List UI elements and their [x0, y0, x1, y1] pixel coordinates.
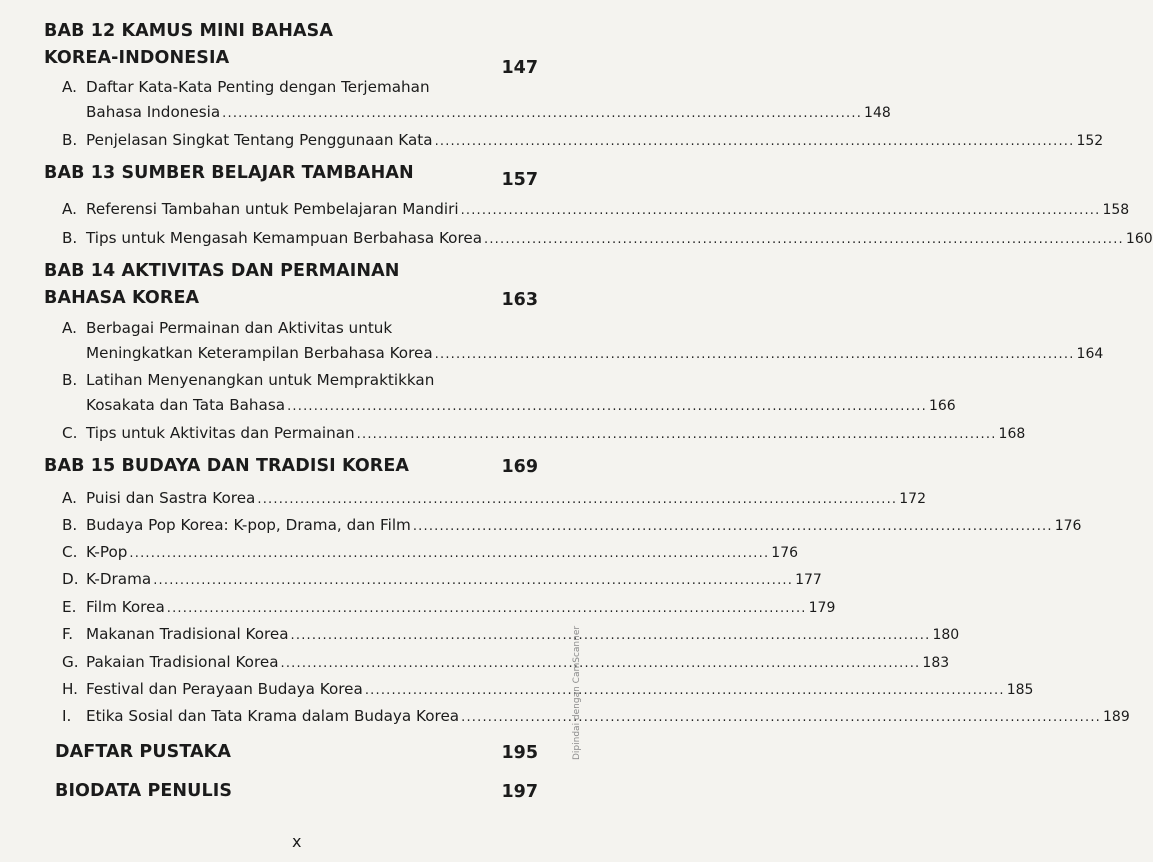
entry-title: Festival dan Perayaan Budaya Korea	[86, 680, 363, 698]
chapter-14-title	[44, 258, 444, 312]
dot-leader: ........................................................................................................................	[129, 546, 770, 561]
dot-leader: ........................................................................................................................	[153, 573, 794, 588]
entry-title-line1: Daftar Kata-Kata Penting dengan Terjemahan	[86, 78, 430, 96]
entry-label: A.	[62, 489, 77, 507]
entry-page: 189	[1103, 709, 1130, 725]
chapter-title-line: BAB 15 BUDAYA DAN TRADISI KOREA	[44, 456, 410, 476]
entry-title-line1: Latihan Menyenangkan untuk Mempraktikkan	[86, 371, 435, 389]
entry-page: 168	[998, 426, 1026, 442]
chapter-13-title	[44, 160, 474, 187]
chapter-title-line: BAB 12 KAMUS MINI BAHASA	[44, 21, 333, 41]
dot-leader: ........................................................................................................................	[460, 203, 1101, 218]
dot-leader: ........................................................................................................................	[484, 232, 1124, 247]
entry-title: Meningkatkan Keterampilan Berbahasa Korea	[86, 344, 433, 362]
entry-label: E.	[62, 598, 77, 616]
entry-page: 148	[864, 105, 891, 121]
daftar-pustaka-title[interactable]: DAFTAR PUSTAKA	[55, 742, 231, 762]
toc-entry[interactable]	[62, 540, 799, 565]
entry-page: 177	[795, 572, 822, 588]
entry-page: 180	[932, 627, 960, 643]
dot-leader: ........................................................................................................................	[412, 519, 1053, 534]
toc-entry[interactable]	[62, 704, 1130, 729]
entry-label: I.	[62, 707, 72, 725]
chapter-15-title	[44, 453, 474, 480]
entry-title: Kosakata dan Tata Bahasa	[86, 396, 286, 414]
dot-leader: ........................................................................................................................	[356, 427, 997, 442]
dot-leader: ........................................................................................................................	[434, 134, 1075, 149]
entry-page: 179	[808, 600, 836, 616]
toc-entry[interactable]	[62, 368, 956, 418]
entry-title: Puisi dan Sastra Korea	[86, 489, 256, 507]
entry-label: A.	[62, 319, 77, 337]
entry-title: Budaya Pop Korea: K-pop, Drama, dan Film	[86, 516, 411, 534]
chapter-title-line: BAHASA KOREA	[44, 288, 200, 308]
dot-leader: ........................................................................................................................	[280, 656, 921, 671]
entry-page: 176	[771, 545, 799, 561]
entry-title: K-Drama	[86, 570, 152, 588]
entry-title: Tips untuk Aktivitas dan Permainan	[86, 424, 355, 442]
toc-entry[interactable]	[62, 421, 1026, 446]
entry-page: 185	[1006, 682, 1034, 698]
entry-label: C.	[62, 543, 78, 561]
entry-label: A.	[62, 200, 77, 218]
dot-leader: ........................................................................................................................	[166, 601, 807, 616]
entry-label: G.	[62, 653, 79, 671]
biodata-penulis-page: 197	[501, 782, 538, 802]
entry-label: B.	[62, 131, 78, 149]
chapter-title-line: KOREA-INDONESIA	[44, 48, 230, 68]
entry-page: 183	[922, 655, 950, 671]
scanner-watermark: Dipindai dengan CamScanner	[572, 625, 582, 760]
toc-entry[interactable]	[62, 677, 1034, 702]
entry-title: Bahasa Indonesia	[86, 103, 221, 121]
entry-label: C.	[62, 424, 78, 442]
toc-entry[interactable]	[62, 513, 1082, 538]
entry-title: Pakaian Tradisional Korea	[86, 653, 279, 671]
toc-entry[interactable]	[62, 567, 822, 592]
entry-title: Etika Sosial dan Tata Krama dalam Budaya Korea	[86, 707, 460, 725]
toc-entry[interactable]	[62, 128, 1104, 153]
dot-leader: ........................................................................................................................	[287, 399, 927, 414]
toc-entry[interactable]	[62, 197, 1130, 222]
entry-label: B.	[62, 371, 78, 389]
dot-leader: ........................................................................................................................	[434, 347, 1075, 362]
toc-entry[interactable]	[62, 595, 836, 620]
dot-leader: ........................................................................................................................	[461, 710, 1102, 725]
toc-entry[interactable]	[62, 650, 950, 675]
entry-title: K-Pop	[86, 543, 128, 561]
entry-label: A.	[62, 78, 77, 96]
toc-entry[interactable]	[62, 226, 1153, 251]
chapter-14-page: 163	[501, 290, 538, 310]
daftar-pustaka-page: 195	[501, 743, 538, 763]
entry-label: D.	[62, 570, 79, 588]
chapter-13-page: 157	[501, 170, 538, 190]
chapter-12-title	[44, 18, 444, 72]
toc-entry[interactable]	[62, 75, 891, 125]
entry-title: Referensi Tambahan untuk Pembelajaran Mandiri	[86, 200, 459, 218]
entry-page: 166	[928, 398, 956, 414]
toc-entry[interactable]	[62, 622, 960, 647]
entry-title: Penjelasan Singkat Tentang Penggunaan Kata	[86, 131, 433, 149]
entry-title: Tips untuk Mengasah Kemampuan Berbahasa Korea	[86, 229, 483, 247]
dot-leader: ........................................................................................................................	[257, 492, 898, 507]
chapter-12-page: 147	[501, 58, 538, 78]
entry-label: B.	[62, 516, 78, 534]
entry-page: 176	[1054, 518, 1082, 534]
entry-label: H.	[62, 680, 78, 698]
entry-title-line1: Berbagai Permainan dan Aktivitas untuk	[86, 319, 393, 337]
dot-leader: ........................................................................................................................	[364, 683, 1005, 698]
entry-title: Film Korea	[86, 598, 165, 616]
entry-page: 152	[1076, 133, 1104, 149]
entry-label: B.	[62, 229, 78, 247]
page-number: x	[292, 832, 302, 851]
entry-title: Makanan Tradisional Korea	[86, 625, 289, 643]
biodata-penulis-title[interactable]: BIODATA PENULIS	[55, 781, 233, 801]
entry-label: F.	[62, 625, 74, 643]
entry-page: 160	[1125, 231, 1153, 247]
toc-entry[interactable]	[62, 486, 926, 511]
toc-entry[interactable]	[62, 316, 1104, 366]
entry-page: 164	[1076, 346, 1104, 362]
entry-page: 158	[1102, 202, 1130, 218]
chapter-15-page: 169	[501, 457, 538, 477]
dot-leader: ........................................................................................................................	[290, 628, 931, 643]
entry-page: 172	[899, 491, 926, 507]
dot-leader: ........................................................................................................................	[222, 106, 863, 121]
chapter-title-line: BAB 14 AKTIVITAS DAN PERMAINAN	[44, 261, 400, 281]
chapter-title-line: BAB 13 SUMBER BELAJAR TAMBAHAN	[44, 163, 414, 183]
